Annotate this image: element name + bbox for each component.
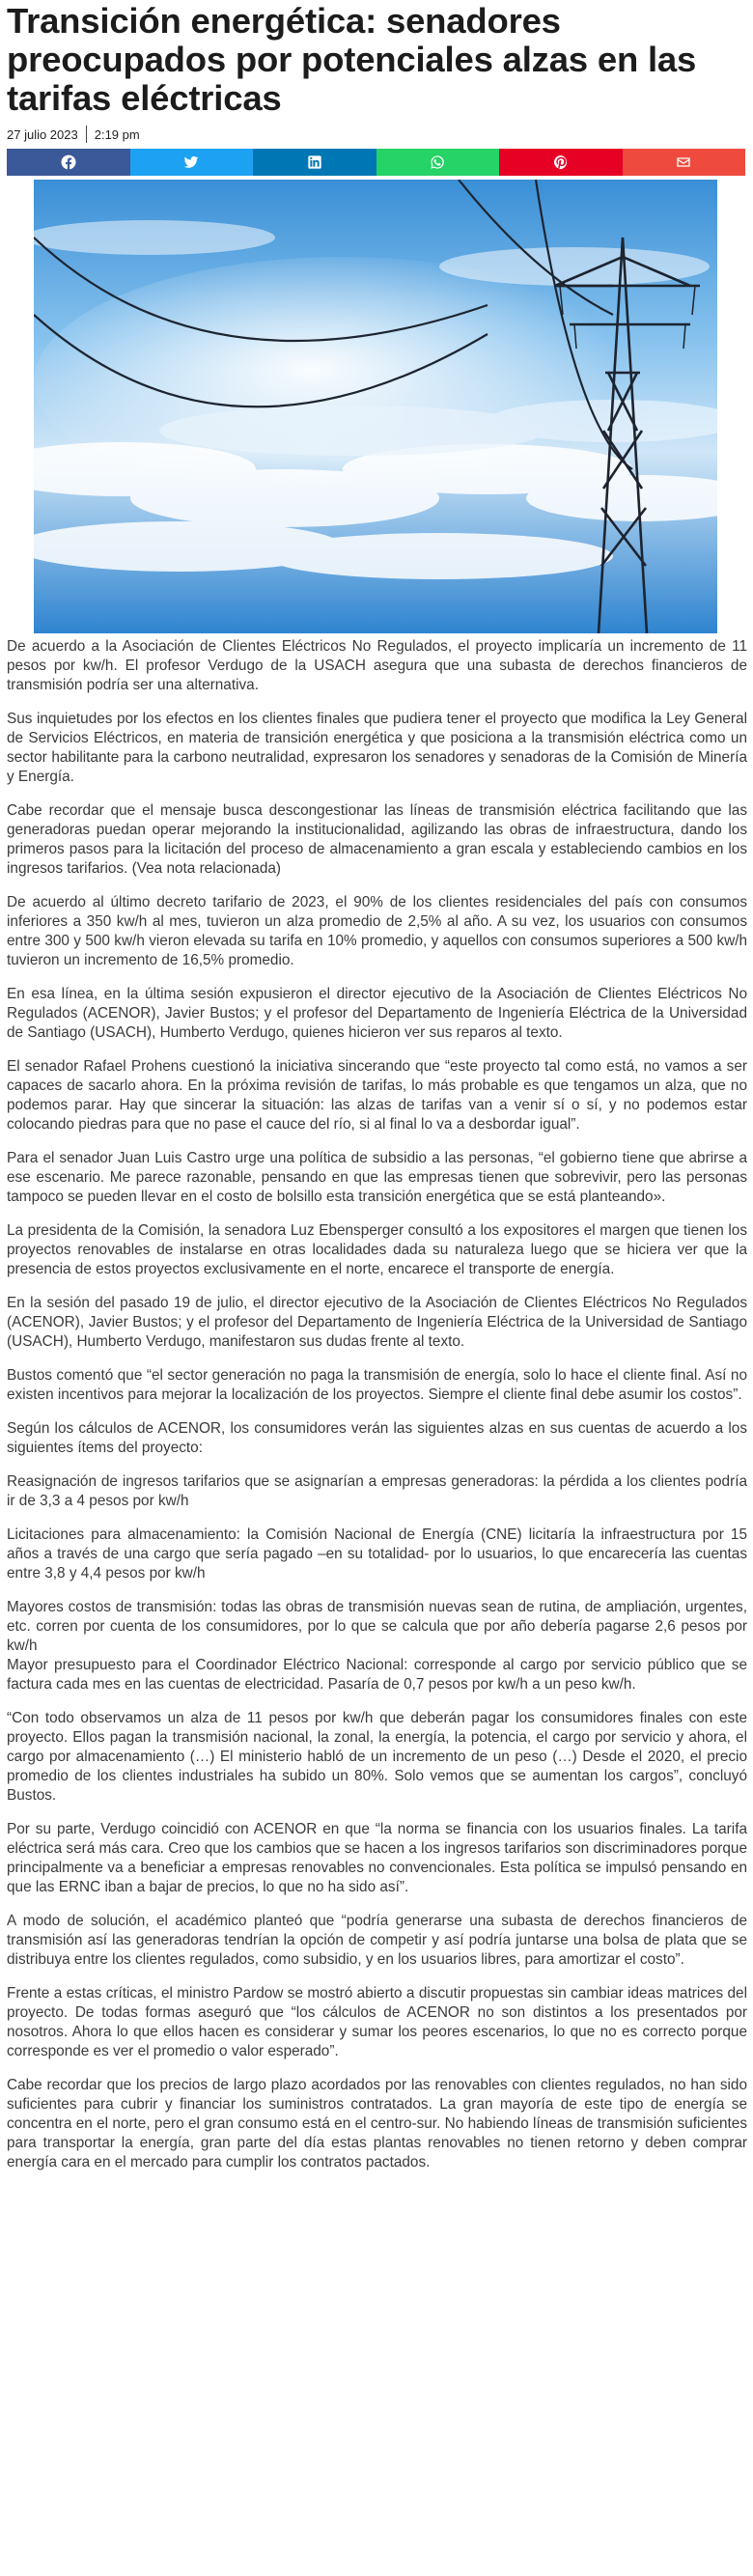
share-linkedin-button[interactable] <box>253 149 376 176</box>
article-paragraph: Por su parte, Verdugo coincidió con ACENOR en que “la norma se financia con los usuarios finales. La tarifa eléctrica será más cara. Creo que los cambios que se hacen a los ingresos tarifarios son discriminadores porque principalmente va a beneficiar a empresas renovables no convencionales. Esta política se impulsó pensando en que las ERNC iban a bajar de precios, lo que no ha sido así”. <box>7 1821 747 1895</box>
article-paragraph: Reasignación de ingresos tarifarios que se asignarían a empresas generadoras: la pérdida a los clientes podría ir de 3,3 a 4 pesos por kw/h <box>7 1473 747 1509</box>
share-email-button[interactable] <box>623 149 746 176</box>
article-paragraph: Mayores costos de transmisión: todas las obras de transmisión nuevas sean de rutina, de ampliación, urgentes, etc. corren por cuenta de los consumidores, por lo que se calcula que por año debería pagarse 2,6 pesos por kw/h <box>7 1599 747 1654</box>
facebook-icon <box>61 154 76 170</box>
article-paragraph: De acuerdo a la Asociación de Clientes Eléctricos No Regulados, el proyecto implicaría un incremento de 11 pesos por kw/h. El profesor Verdugo de la USACH asegura que una subasta de derechos financieros de transmisión podría ser una alternativa. <box>7 638 747 693</box>
article-paragraph: En la sesión del pasado 19 de julio, el director ejecutivo de la Asociación de Clientes Eléctricos No Regulados (ACENOR), Javier Bustos; y el profesor del Departamento de Ingeniería Eléctrica de la Universidad de Santiago (USACH), Humberto Verdugo, manifestaron sus dudas frente al texto. <box>7 1295 747 1350</box>
share-whatsapp-button[interactable] <box>376 149 500 176</box>
article-paragraph: Cabe recordar que el mensaje busca descongestionar las líneas de transmisión eléctrica facilitando que las generadoras puedan operar mejorando la institucionalidad, agilizando las obras de infraestructura, dando los primeros pasos para la licitación del proceso de almacenamiento a gran escala y estableciendo cambios en los ingresos tarifarios. (Vea nota relacionada) <box>7 802 747 877</box>
email-icon <box>676 154 691 170</box>
article-paragraph: Bustos comentó que “el sector generación no paga la transmisión de energía, solo lo hace el cliente final. Así no existen incentivos para mejorar la localización de los proyectos. Siempre el cliente final debe asumir los costos”. <box>7 1367 747 1403</box>
article-paragraph: Para el senador Juan Luis Castro urge una política de subsidio a las personas, “el gobierno tiene que abrirse a ese escenario. Me parece razonable, pensando en que las empresas tienen que sobrevivir, pero las personas tampoco se pueden llevar en el costo de bolsillo esta transición energética que se está planteando». <box>7 1150 747 1205</box>
power-lines-sky-image <box>34 180 717 633</box>
article-paragraph: Cabe recordar que los precios de largo plazo acordados por las renovables con clientes regulados, no han sido suficientes para cubrir y financiar los suministros contratados. La gran mayoría de este tipo de energía se concentra en el norte, pero el gran consumo está en el centro-sur. No habiendo líneas de transmisión suficientes para transportar la energía, gran parte del día estas plantas renovables no tienen retorno y deben comprar energía cara en el mercado para cumplir los contratos pactados. <box>7 2077 747 2170</box>
article-title: Transición energética: senadores preocupados por potenciales alzas en las tarifas eléctricas <box>7 1 697 118</box>
publish-time: 2:19 pm <box>94 126 140 142</box>
article-paragraph: En esa línea, en la última sesión expusieron el director ejecutivo de la Asociación de Clientes Eléctricos No Regulados (ACENOR), Javier Bustos; y el profesor del Departamento de Ingeniería Eléctrica de la Universidad de Santiago (USACH), Humberto Verdugo, quienes hicieron ver sus reparos al texto. <box>7 986 747 1041</box>
share-twitter-button[interactable] <box>130 149 254 176</box>
share-bar <box>7 149 745 176</box>
article-meta <box>7 126 747 143</box>
article-paragraph: Licitaciones para almacenamiento: la Comisión Nacional de Energía (CNE) licitaría la infraestructura por 15 años a través de una cargo que sería pagado –en su totalidad- por lo usuarios, lo que encarecería las cuentas entre 3,8 y 4,4 pesos por kw/h <box>7 1526 747 1582</box>
article-paragraph: “Con todo observamos un alza de 11 pesos por kw/h que deberán pagar los consumidores finales con este proyecto. Ellos pagan la transmisión nacional, la zonal, la energía, la potencia, el cargo por servicio y ahora, el cargo por almacenamiento (…) El ministerio habló de un incremento de un peso (…) Desde el 2020, el precio promedio de los clientes industriales ha subido un 80%. Solo vemos que se aumentan los cargos”, concluyó Bustos. <box>7 1710 747 1804</box>
article-paragraph: Según los cálculos de ACENOR, los consumidores verán las siguientes alzas en sus cuentas de acuerdo a los siguientes ítems del proyecto: <box>7 1420 747 1456</box>
article-paragraph: A modo de solución, el académico planteó que “podría generarse una subasta de derechos financieros de transmisión así las generadoras tendrían la opción de competir y así podría juntarse una bolsa de plata que se distribuya entre los clientes regulados, como subsidio, y en los usuarios libres, para amortizar el costo”. <box>7 1913 747 1968</box>
article-paragraph: Mayor presupuesto para el Coordinador Eléctrico Nacional: corresponde al cargo por servicio público que se factura cada mes en las cuentas de electricidad. Pasaría de 0,7 pesos por kw/h a un peso kw/h. <box>7 1657 747 1693</box>
whatsapp-icon <box>430 154 445 170</box>
meta-divider <box>86 126 87 143</box>
hero-image <box>34 180 717 633</box>
linkedin-icon <box>307 154 322 170</box>
pinterest-icon <box>553 154 569 170</box>
share-pinterest-button[interactable] <box>499 149 623 176</box>
article-paragraph: Sus inquietudes por los efectos en los clientes finales que pudiera tener el proyecto que modifica la Ley General de Servicios Eléctricos, en materia de transición energética y que posiciona a la transmisión eléctrica como un sector habilitante para la carbono neutralidad, expresaron los senadores y senadoras de la Comisión de Minería y Energía. <box>7 711 747 785</box>
article-paragraph: El senador Rafael Prohens cuestionó la iniciativa sincerando que “este proyecto tal como está, no vamos a ser capaces de sacarlo ahora. En la próxima revisión de tarifas, lo más probable es que tengamos un alza, que no podemos parar. Hay que sincerar la situación: las alzas de tarifas van a venir sí o sí, y no podemos estar colocando piedras para que no pase el cauce del río, si al final lo va a desbordar igual”. <box>7 1058 747 1133</box>
article-paragraph: La presidenta de la Comisión, la senadora Luz Ebensperger consultó a los expositores el margen que tienen los proyectos renovables de instalarse en otras localidades dada su naturaleza luego que se hiciera ver que la presencia de estos proyectos exclusivamente en el norte, encarece el transporte de energía. <box>7 1222 747 1277</box>
publish-date: 27 julio 2023 <box>7 126 78 142</box>
share-facebook-button[interactable] <box>7 149 130 176</box>
article-paragraph: De acuerdo al último decreto tarifario de 2023, el 90% de los clientes residenciales del país con consumos inferiores a 350 kw/h al mes, tuvieron un alza promedio de 2,5% al año. A su vez, los usuarios con consumos entre 300 y 500 kw/h vieron elevada su tarifa en 10% promedio, y aquellos con consumos superiores a 500 kw/h tuvieron un incremento de 16,5% promedio. <box>7 894 747 968</box>
twitter-icon <box>183 154 199 170</box>
article-paragraph: Frente a estas críticas, el ministro Pardow se mostró abierto a discutir propuestas sin cambiar ideas matrices del proyecto. De todas formas aseguró que “los cálculos de ACENOR no son distintos a los presentados por nosotros. Ahora lo que ellos hacen es considerar y sumar los peores escenarios, lo que no es correcto porque corresponde es ver el promedio o valor esperado”. <box>7 1985 747 2059</box>
article-body <box>7 637 747 2172</box>
